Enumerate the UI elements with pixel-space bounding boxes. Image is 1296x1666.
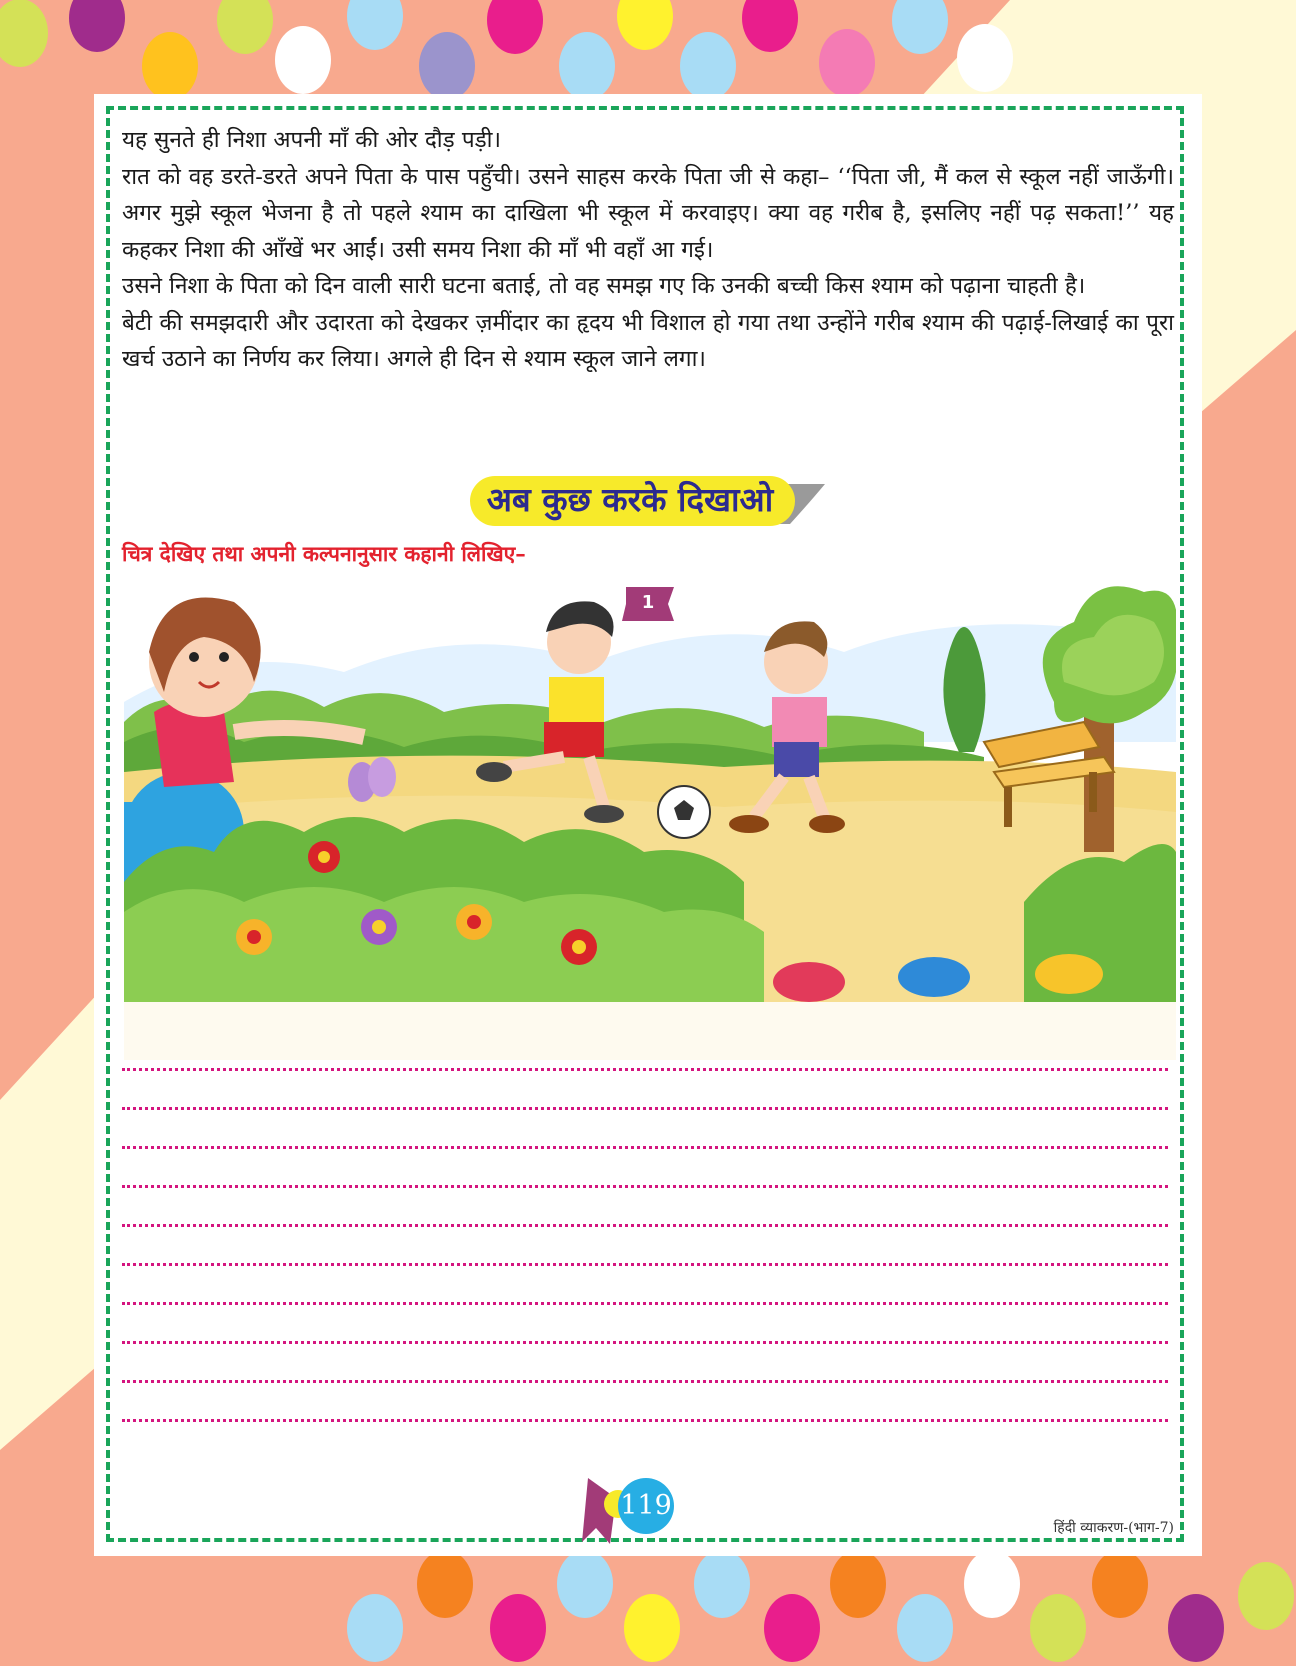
activity-banner-title: अब कुछ करके दिखाओ [486, 480, 774, 519]
writing-line[interactable] [122, 1224, 1168, 1227]
decorative-dots-bottom [0, 1556, 1296, 1666]
story-text [122, 122, 1174, 378]
writing-line[interactable] [122, 1380, 1168, 1383]
park-illustration [124, 582, 1176, 1060]
story-paragraph: यह सुनते ही निशा अपनी माँ की ओर दौड़ पड़ी। [122, 127, 501, 153]
book-title: हिंदी व्याकरण-(भाग-7) [1053, 1520, 1174, 1536]
writing-line[interactable] [122, 1341, 1168, 1344]
writing-line[interactable] [122, 1107, 1168, 1110]
writing-line[interactable] [122, 1263, 1168, 1266]
writing-line[interactable] [122, 1302, 1168, 1305]
writing-line[interactable] [122, 1185, 1168, 1188]
story-paragraph: रात को वह डरते-डरते अपने पिता के पास पहुँची। उसने साहस करके पिता जी से कहा– ‘‘पिता जी, मैं कल से स्कूल नहीं जाऊँगी। अगर मुझे स्कूल भेजना है तो पहले श्याम का दाखिला भी स्कूल में करवाइए। क्या वह गरीब है, इसलिए नहीं पढ़ सकता!’’ यह कहकर निशा की आँखें भर आईं। उसी समय निशा की माँ भी वहाँ आ गई। [122, 163, 1174, 263]
story-paragraph: उसने निशा के पिता को दिन वाली सारी घटना बताई, तो वह समझ गए कि उनकी बच्ची किस श्याम को पढ़ाना चाहती है। [122, 273, 1086, 299]
writing-line[interactable] [122, 1146, 1168, 1149]
activity-instruction: चित्र देखिए तथा अपनी कल्पनानुसार कहानी लिखिए– [122, 541, 526, 566]
writing-lines [122, 1068, 1168, 1458]
decorative-dots-top [0, 0, 1296, 98]
page-number: 119 [618, 1478, 674, 1534]
story-paragraph: बेटी की समझदारी और उदारता को देखकर ज़मींदार का हृदय भी विशाल हो गया तथा उन्होंने गरीब श्याम की पढ़ाई-लिखाई का पूरा खर्च उठाने का निर्णय कर लिया। अगले ही दिन से श्याम स्कूल जाने लगा। [122, 309, 1174, 372]
writing-line[interactable] [122, 1068, 1168, 1071]
picture-number: 1 [641, 592, 655, 613]
writing-line[interactable] [122, 1419, 1168, 1422]
